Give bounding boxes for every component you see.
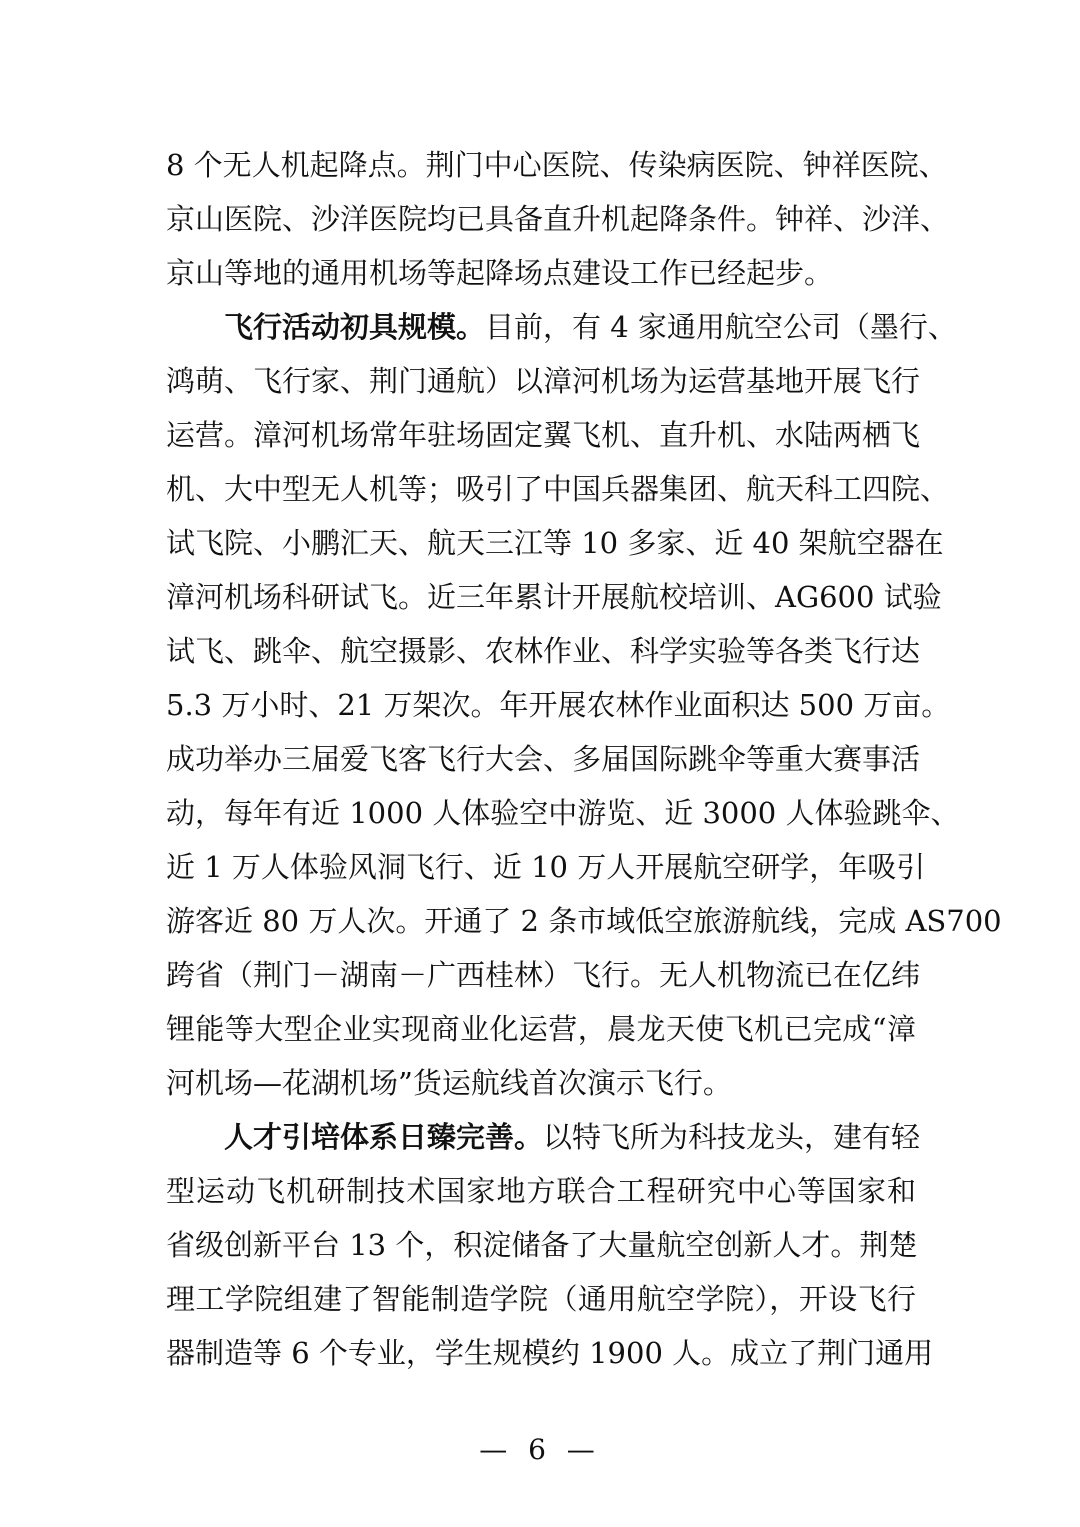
text-line: 理工学院组建了智能制造学院（通用航空学院），开设飞行 <box>166 1282 916 1316</box>
text-line: 省级创新平台 13 个，积淀储备了大量航空创新人才。荆楚 <box>166 1228 918 1262</box>
text-line: 5.3 万小时、21 万架次。年开展农林作业面积达 500 万亩。 <box>166 688 951 722</box>
text-line: 京山等地的通用机场等起降场点建设工作已经起步。 <box>166 256 834 290</box>
text-line: 鸿萌、飞行家、荆门通航）以漳河机场为运营基地开展飞行 <box>166 364 921 398</box>
text-line: 动，每年有近 1000 人体验空中游览、近 3000 人体验跳伞、 <box>166 796 960 830</box>
paragraph-heading: 飞行活动初具规模。 <box>224 310 486 344</box>
text-line: 器制造等 6 个专业，学生规模约 1900 人。成立了荆门通用 <box>166 1336 934 1370</box>
text-line: 漳河机场科研试飞。近三年累计开展航校培训、AG600 试验 <box>166 580 942 614</box>
paragraph-text: 以特飞所为科技龙头，建有轻 <box>543 1120 921 1154</box>
text-line: 跨省（荆门－湖南－广西桂林）飞行。无人机物流已在亿纬 <box>166 958 921 992</box>
text-line: 河机场—花湖机场”货运航线首次演示飞行。 <box>166 1066 732 1100</box>
text-line: 京山医院、沙洋医院均已具备直升机起降条件。钟祥、沙洋、 <box>166 202 950 236</box>
text-line: 游客近 80 万人次。开通了 2 条市域低空旅游航线，完成 AS700 <box>166 904 1002 938</box>
paragraph-text: 目前，有 4 家通用航空公司（墨行、 <box>485 310 957 344</box>
text-line: 成功举办三届爱飞客飞行大会、多届国际跳伞等重大赛事活 <box>166 742 921 776</box>
text-line: 机、大中型无人机等；吸引了中国兵器集团、航天科工四院、 <box>166 472 950 506</box>
text-line: 型运动飞机研制技术国家地方联合工程研究中心等国家和 <box>166 1174 916 1208</box>
text-line: 近 1 万人体验风洞飞行、近 10 万人开展航空研学，年吸引 <box>166 850 926 884</box>
text-line: 锂能等大型企业实现商业化运营，晨龙天使飞机已完成“漳 <box>166 1012 916 1046</box>
paragraph-first-line <box>224 307 957 347</box>
page-number: — 6 — <box>479 1433 601 1466</box>
text-line: 试飞、跳伞、航空摄影、农林作业、科学实验等各类飞行达 <box>166 634 921 668</box>
paragraph-first-line <box>224 1117 921 1157</box>
paragraph-heading: 人才引培体系日臻完善。 <box>224 1120 544 1154</box>
text-line: 8 个无人机起降点。荆门中心医院、传染病医院、钟祥医院、 <box>166 148 948 182</box>
text-line: 运营。漳河机场常年驻场固定翼飞机、直升机、水陆两栖飞 <box>166 418 921 452</box>
text-line: 试飞院、小鹏汇天、航天三江等 10 多家、近 40 架航空器在 <box>166 526 944 560</box>
